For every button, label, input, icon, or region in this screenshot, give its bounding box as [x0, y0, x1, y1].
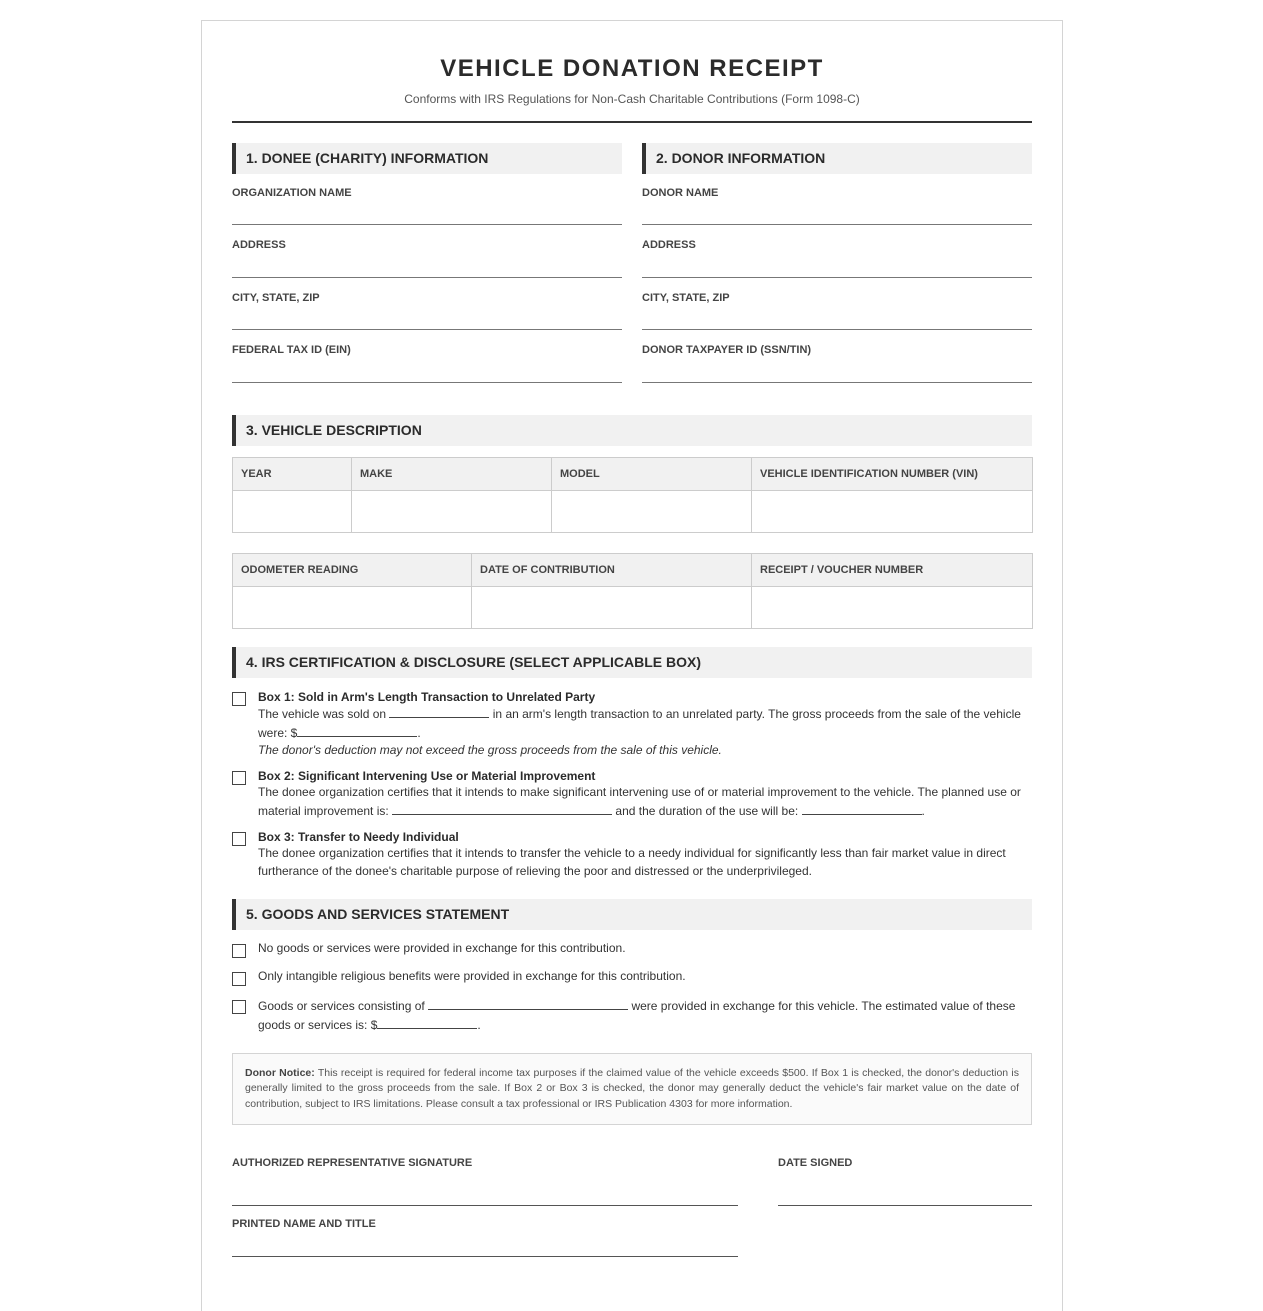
title-divider: [232, 121, 1032, 123]
box3-title: Box 3: Transfer to Needy Individual: [258, 830, 459, 844]
make-cell[interactable]: [352, 491, 552, 533]
religious-benefits-checkbox[interactable]: [232, 972, 246, 986]
use-duration-blank[interactable]: [802, 802, 922, 815]
box1-note: The donor's deduction may not exceed the gross proceeds from the sale of this vehicle.: [258, 743, 722, 757]
donor-notice: [232, 1053, 1032, 1125]
section-vehicle-heading: 3. VEHICLE DESCRIPTION: [232, 415, 1032, 446]
printed-name-line[interactable]: [232, 1256, 738, 1257]
make-header: MAKE: [352, 458, 552, 491]
org-name-label: ORGANIZATION NAME: [232, 187, 352, 199]
section-donee-heading: 1. DONEE (CHARITY) INFORMATION: [232, 143, 622, 174]
donor-notice-label: Donor Notice:: [245, 1067, 315, 1079]
box2-text: The donee organization certifies that it intends to make significant intervening use of or material improvement to the vehicle. The planned use or material improvement is: and the duration of the use will be: .: [258, 785, 1021, 818]
donee-city-label: CITY, STATE, ZIP: [232, 292, 320, 304]
donee-address-field[interactable]: [232, 277, 622, 278]
odometer-cell[interactable]: [233, 587, 472, 629]
year-cell[interactable]: [233, 491, 352, 533]
section-donor-heading: 2. DONOR INFORMATION: [642, 143, 1032, 174]
donor-city-label: CITY, STATE, ZIP: [642, 292, 730, 304]
page-subtitle: Conforms with IRS Regulations for Non-Cash Charitable Contributions (Form 1098-C): [404, 92, 860, 106]
donor-tin-field[interactable]: [642, 382, 1032, 383]
donor-tin-label: DONOR TAXPAYER ID (SSN/TIN): [642, 344, 812, 356]
section-certification-heading: 4. IRS CERTIFICATION & DISCLOSURE (SELECT APPLICABLE BOX): [232, 647, 1032, 678]
box2-title: Box 2: Significant Intervening Use or Material Improvement: [258, 769, 596, 783]
date-signed-label: DATE SIGNED: [778, 1157, 853, 1169]
sale-date-blank[interactable]: [389, 705, 489, 718]
signature-label: AUTHORIZED REPRESENTATIVE SIGNATURE: [232, 1157, 473, 1169]
org-name-field[interactable]: [232, 224, 622, 225]
box3-text: The donee organization certifies that it intends to transfer the vehicle to a needy individual for significantly less than fair market value in direct furtherance of the donee's charitable purpose of relieving the poor and distressed or the underprivileged.: [258, 846, 1006, 878]
year-header: YEAR: [233, 458, 352, 491]
contribution-table: [232, 553, 1033, 629]
goods-value-blank[interactable]: [377, 1016, 477, 1029]
donee-address-label: ADDRESS: [232, 239, 286, 251]
donor-city-field[interactable]: [642, 329, 1032, 330]
box2-checkbox[interactable]: [232, 771, 246, 785]
donor-notice-text: This receipt is required for federal income tax purposes if the claimed value of the vehicle exceeds $500. If Box 1 is checked, the donor's deduction is generally limited to the gross proceeds from the sale. If Box 2 or Box 3 is checked, the donor may generally deduct the vehicle's fair market value on the date of contribution, subject to IRS limitations. Please consult a tax professional or IRS Publication 4303 for more information.: [245, 1067, 1019, 1110]
planned-use-blank[interactable]: [392, 802, 612, 815]
section-goods-heading: 5. GOODS AND SERVICES STATEMENT: [232, 899, 1032, 930]
ein-field[interactable]: [232, 382, 622, 383]
donor-name-field[interactable]: [642, 224, 1032, 225]
no-goods-label: No goods or services were provided in exchange for this contribution.: [258, 941, 626, 955]
goods-provided-text: Goods or services consisting of were provided in exchange for this vehicle. The estimated value of these goods or services is: $ .: [258, 999, 1016, 1032]
gross-proceeds-blank[interactable]: [297, 724, 417, 737]
voucher-number-cell[interactable]: [752, 587, 1033, 629]
donee-city-field[interactable]: [232, 329, 622, 330]
date-signed-line[interactable]: [778, 1205, 1032, 1206]
contribution-date-cell[interactable]: [472, 587, 752, 629]
box3-checkbox[interactable]: [232, 832, 246, 846]
goods-description-blank[interactable]: [428, 997, 628, 1010]
box1-text: The vehicle was sold on in an arm's length transaction to an unrelated party. The gross proceeds from the sale of the vehicle were: $ . The donor's deduction may not exceed the gross proceeds from the sale of this vehicle.: [258, 707, 1021, 757]
voucher-number-header: RECEIPT / VOUCHER NUMBER: [752, 554, 1033, 587]
no-goods-checkbox[interactable]: [232, 944, 246, 958]
odometer-header: ODOMETER READING: [233, 554, 472, 587]
model-header: MODEL: [552, 458, 752, 491]
vehicle-table: [232, 457, 1033, 533]
donor-address-field[interactable]: [642, 277, 1032, 278]
donor-name-label: DONOR NAME: [642, 187, 719, 199]
goods-provided-checkbox[interactable]: [232, 1000, 246, 1014]
page-title: VEHICLE DONATION RECEIPT: [440, 55, 824, 82]
ein-label: FEDERAL TAX ID (EIN): [232, 344, 351, 356]
receipt-page: [201, 20, 1063, 1311]
vin-header: VEHICLE IDENTIFICATION NUMBER (VIN): [752, 458, 1033, 491]
box1-checkbox[interactable]: [232, 692, 246, 706]
donor-address-label: ADDRESS: [642, 239, 696, 251]
religious-benefits-label: Only intangible religious benefits were provided in exchange for this contribution.: [258, 969, 686, 983]
box1-title: Box 1: Sold in Arm's Length Transaction to Unrelated Party: [258, 690, 596, 704]
signature-line[interactable]: [232, 1205, 738, 1206]
model-cell[interactable]: [552, 491, 752, 533]
vin-cell[interactable]: [752, 491, 1033, 533]
printed-name-label: PRINTED NAME AND TITLE: [232, 1218, 376, 1230]
contribution-date-header: DATE OF CONTRIBUTION: [472, 554, 752, 587]
